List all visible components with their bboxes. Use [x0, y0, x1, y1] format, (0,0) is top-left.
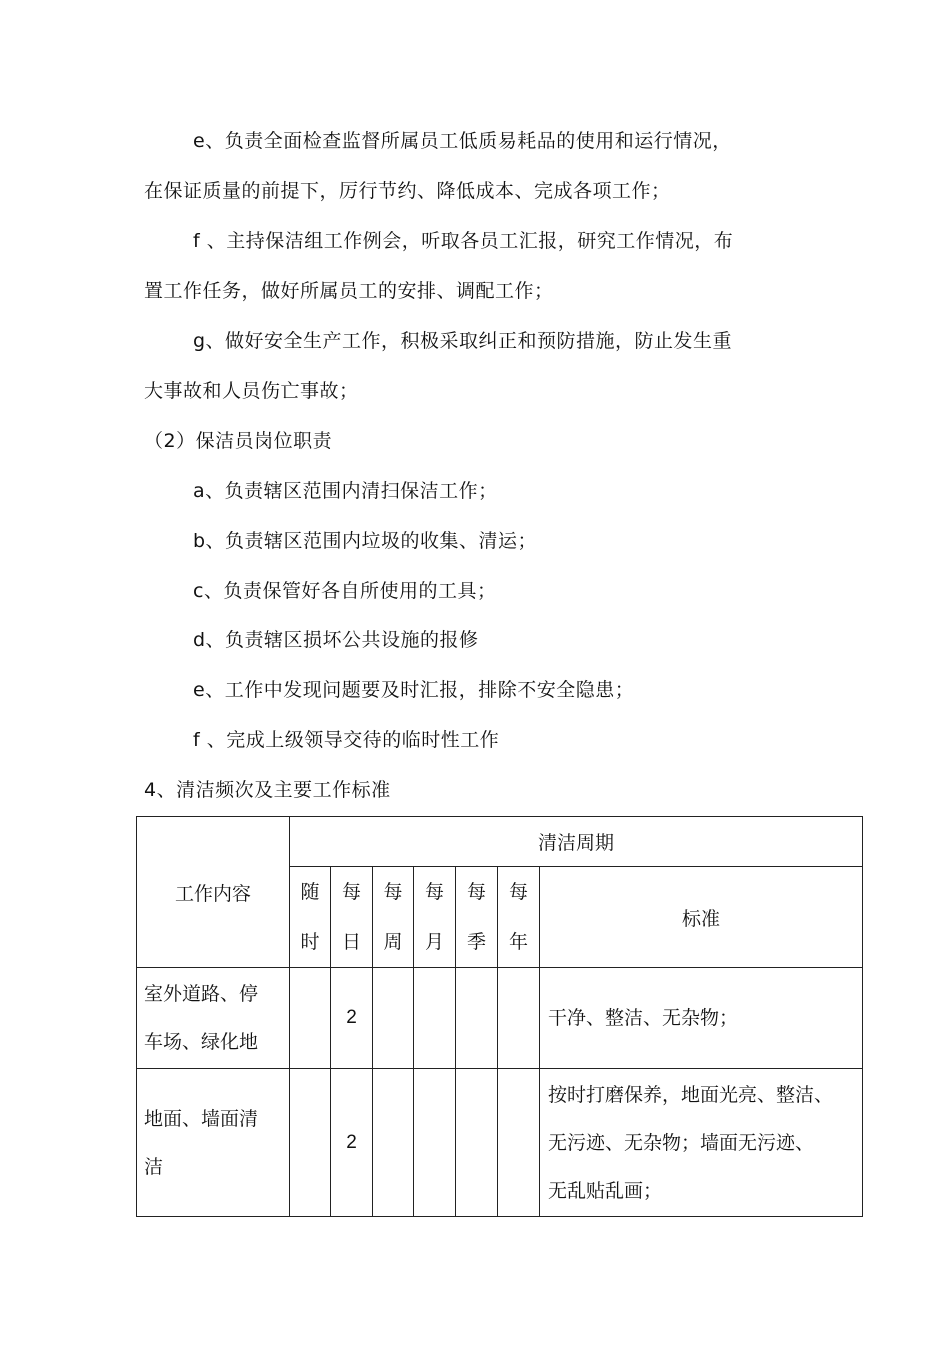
paragraph-line: 置工作任务，做好所属员工的安排、调配工作；: [144, 280, 554, 302]
cleaning-standard-table: [136, 816, 863, 1217]
list-item: a、负责辖区范围内清扫保洁工作；: [193, 480, 498, 502]
header-freq-quarterly: 每 季: [456, 867, 498, 968]
row-freq-cell: 2: [331, 1069, 373, 1217]
row-standard: 干净、整洁、无杂物；: [540, 968, 863, 1069]
row-work-content: 地面、墙面清 洁: [137, 1069, 290, 1217]
header-freq-weekly: 每 周: [373, 867, 414, 968]
section-heading: 4、清洁频次及主要工作标准: [144, 779, 391, 801]
row-freq-cell: [373, 1069, 414, 1217]
header-freq-yearly: 每 年: [498, 867, 540, 968]
paragraph-line: g、做好安全生产工作，积极采取纠正和预防措施，防止发生重: [193, 330, 733, 352]
row-freq-cell: [373, 968, 414, 1069]
header-standard: 标准: [540, 867, 863, 968]
row-freq-cell: [456, 1069, 498, 1217]
header-freq-monthly: 每 月: [414, 867, 456, 968]
list-item: d、负责辖区损坏公共设施的报修: [193, 629, 479, 651]
row-freq-cell: [414, 968, 456, 1069]
list-item: e、工作中发现问题要及时汇报，排除不安全隐患；: [193, 679, 635, 701]
list-item: c、负责保管好各自所使用的工具；: [193, 580, 497, 602]
row-freq-cell: [290, 1069, 331, 1217]
paragraph-line: e、负责全面检查监督所属员工低质易耗品的使用和运行情况，: [193, 130, 732, 152]
row-standard: 按时打磨保养，地面光亮、整洁、 无污迹、无杂物；墙面无污迹、 无乱贴乱画；: [540, 1069, 863, 1217]
row-freq-cell: [456, 968, 498, 1069]
row-freq-cell: [290, 968, 331, 1069]
row-freq-cell: [498, 1069, 540, 1217]
header-freq-daily: 每 日: [331, 867, 373, 968]
list-item: f 、完成上级领导交待的临时性工作: [193, 729, 500, 751]
row-freq-cell: [498, 968, 540, 1069]
header-cleaning-cycle: 清洁周期: [290, 817, 863, 867]
table-row: [137, 1069, 863, 1217]
header-work-content: 工作内容: [137, 817, 290, 968]
paragraph-line: f 、主持保洁组工作例会，听取各员工汇报，研究工作情况，布: [193, 230, 734, 252]
row-freq-cell: [414, 1069, 456, 1217]
list-item: b、负责辖区范围内垃圾的收集、清运；: [193, 530, 538, 552]
header-freq-random: 随 时: [290, 867, 331, 968]
section-heading: （2）保洁员岗位职责: [144, 430, 333, 452]
row-freq-cell: 2: [331, 968, 373, 1069]
table-row: [137, 968, 863, 1069]
paragraph-line: 在保证质量的前提下，厉行节约、降低成本、完成各项工作；: [144, 180, 671, 202]
row-work-content: 室外道路、停 车场、绿化地: [137, 968, 290, 1069]
paragraph-line: 大事故和人员伤亡事故；: [144, 380, 359, 402]
